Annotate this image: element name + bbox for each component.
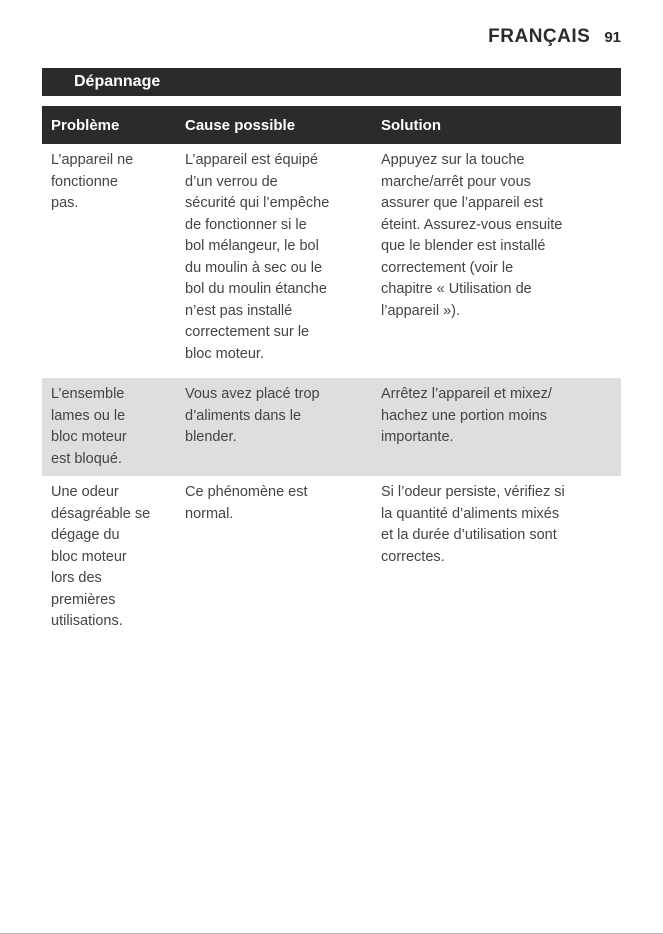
solution-cell: Appuyez sur la touche marche/arrêt pour vous assurer que l’appareil est éteint. Assurez-vous ensuite que le blender est installé correctement (voir le chapitre « Utilisation de l’appareil »). xyxy=(381,152,563,319)
language-label: FRANÇAIS xyxy=(488,26,591,47)
solution-cell: Arrêtez l’appareil et mixez/ hachez une portion moins importante. xyxy=(372,378,621,476)
section-title: Dépannage xyxy=(42,68,621,96)
cause-cell: Vous avez placé trop d’aliments dans le blender. xyxy=(176,378,372,476)
table-row xyxy=(42,144,621,378)
problem-cell: L’ensemble lames ou le bloc moteur est bloqué. xyxy=(42,378,176,476)
troubleshooting-table xyxy=(42,106,621,642)
table-header-row xyxy=(42,106,621,144)
problem-cell: Une odeur désagréable se dégage du bloc moteur lors des premières utilisations. xyxy=(51,484,151,629)
cause-cell: Ce phénomène est normal. xyxy=(185,484,308,522)
column-header-solution: Solution xyxy=(372,106,621,144)
table-row xyxy=(42,378,621,476)
cause-cell: L’appareil est équipé d’un verrou de sécurité qui l’empêche de fonctionner si le bol mélangeur, le bol du moulin à sec ou le bol du moulin étanche n’est pas installé correctement sur le bloc moteur. xyxy=(185,152,330,362)
solution-cell: Si l’odeur persiste, vérifiez si la quantité d’aliments mixés et la durée d’utilisation sont correctes. xyxy=(381,484,565,565)
table-row xyxy=(42,476,621,642)
problem-cell: L’appareil ne fonctionne pas. xyxy=(51,152,134,211)
page-number: 91 xyxy=(604,29,621,46)
column-header-cause: Cause possible xyxy=(176,106,372,144)
column-header-problem: Problème xyxy=(42,106,176,144)
page-header xyxy=(488,26,621,48)
